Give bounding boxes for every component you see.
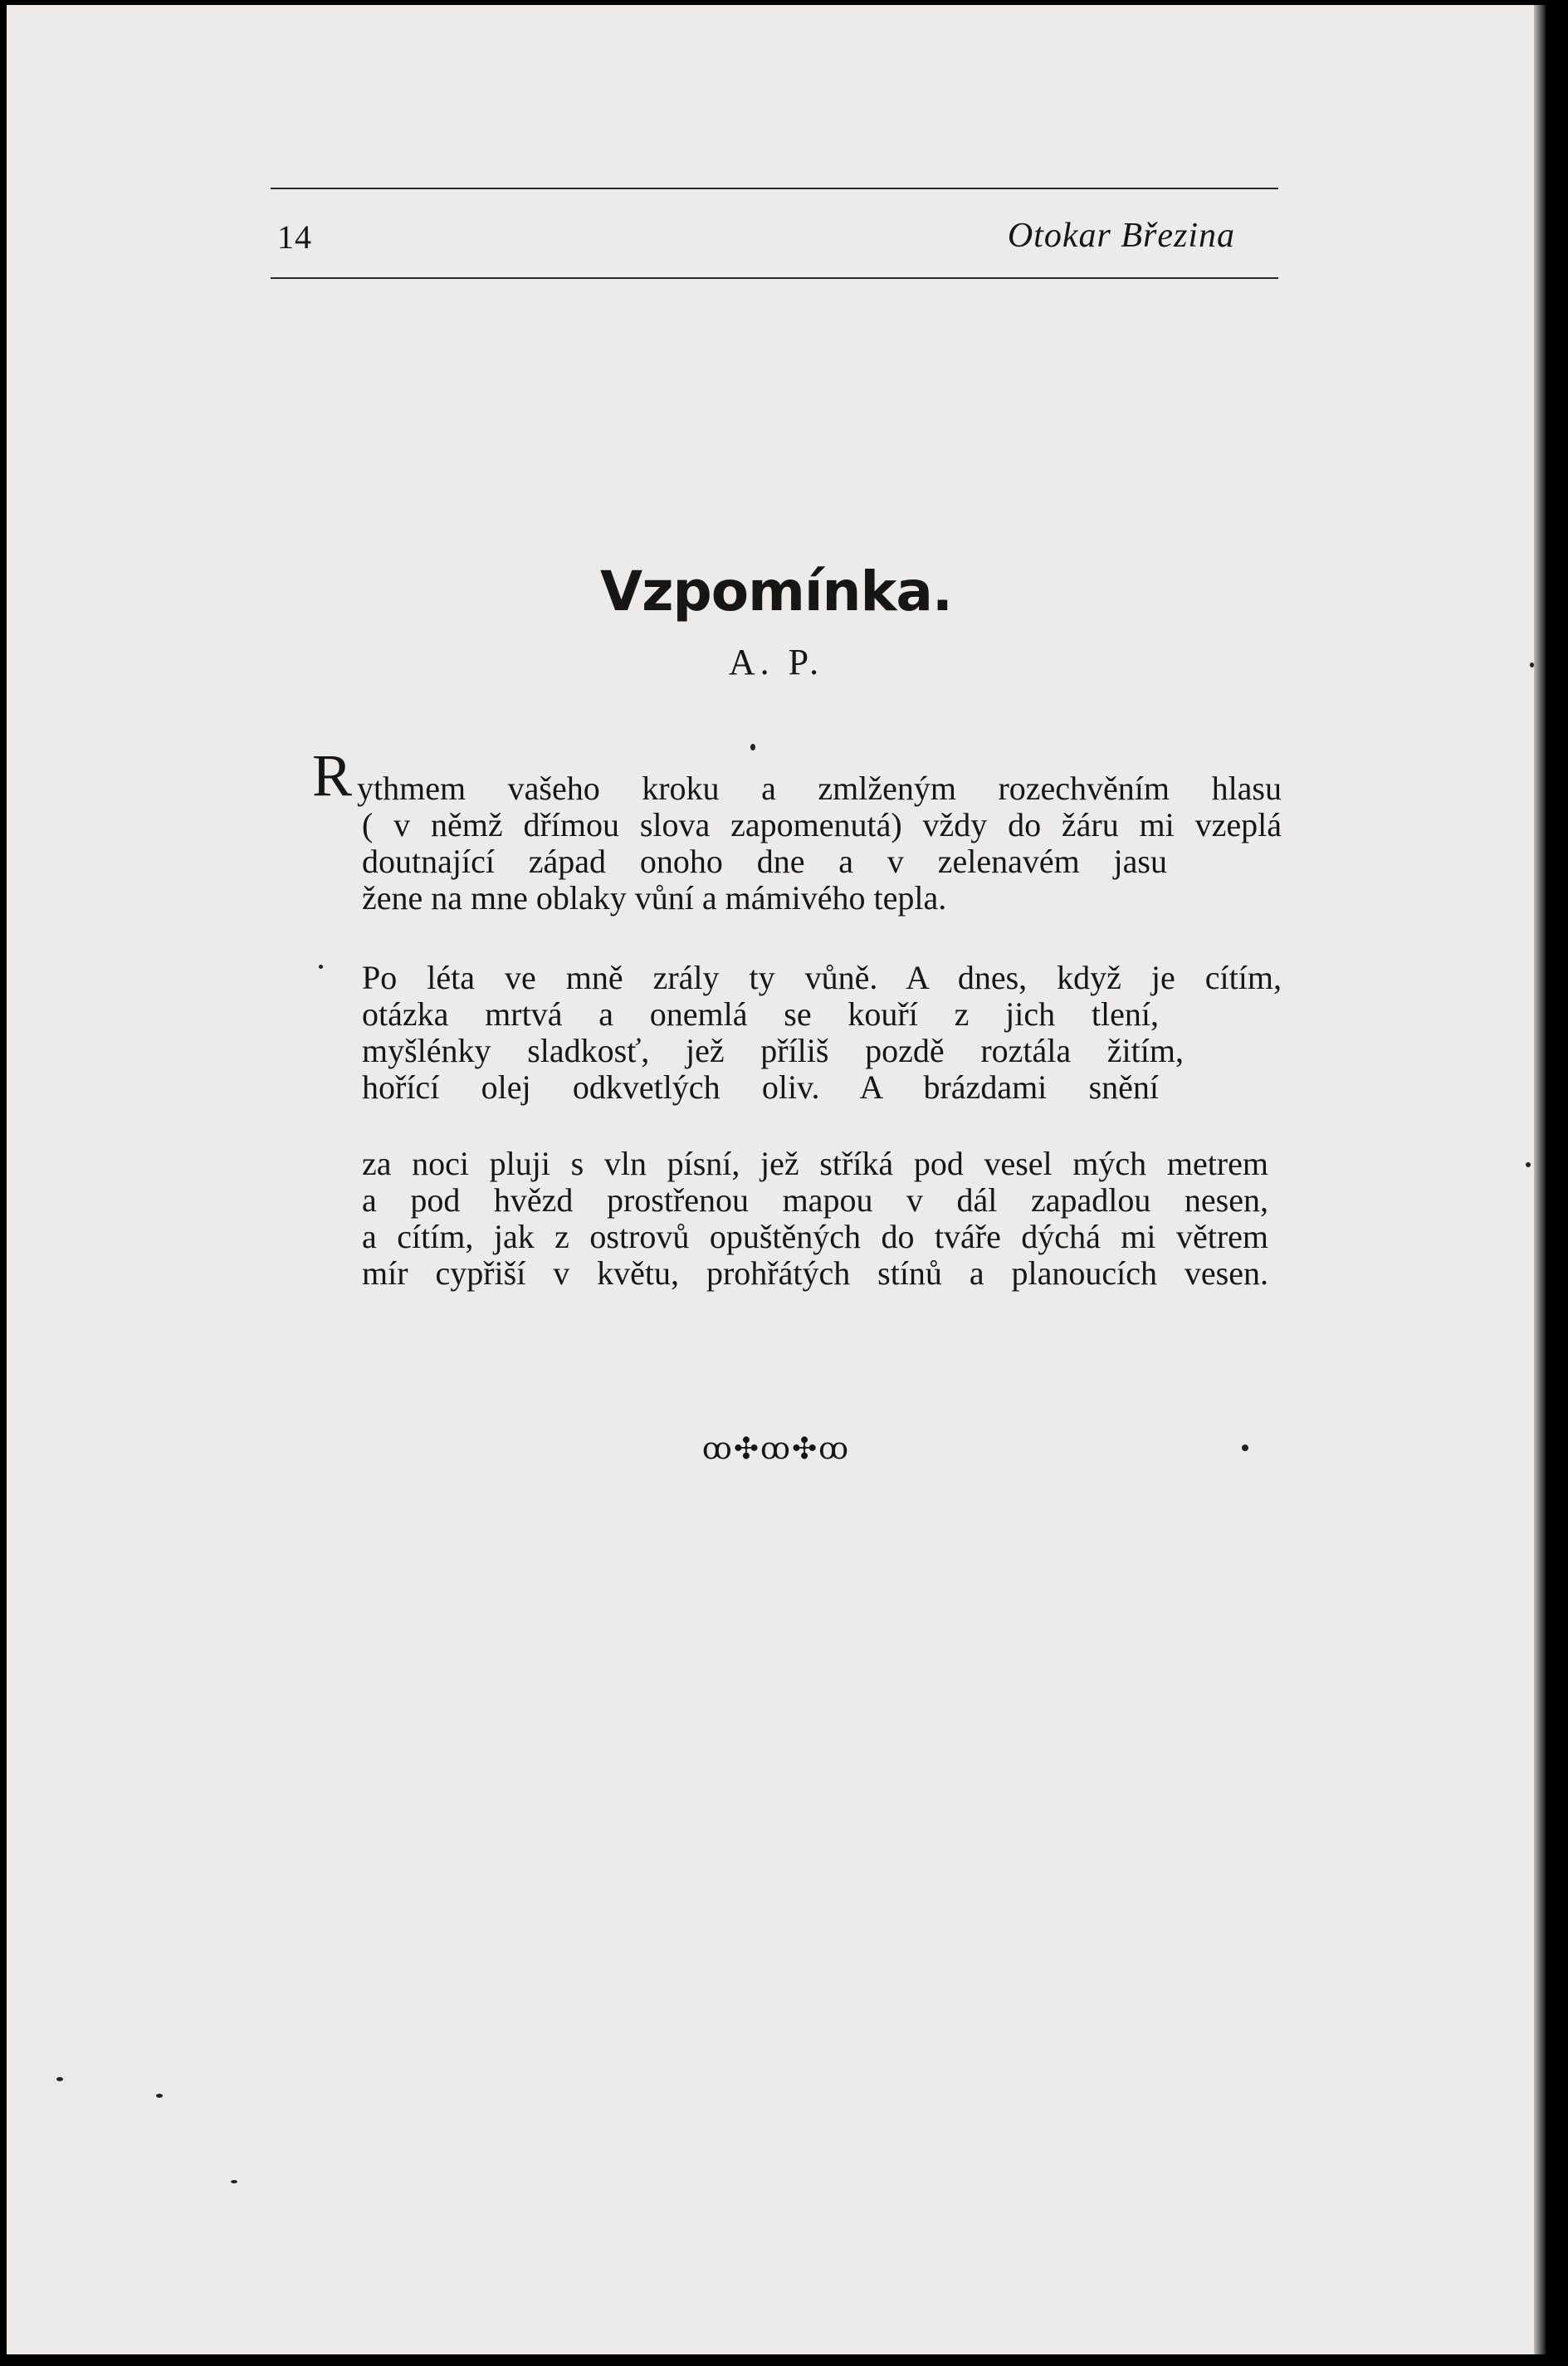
verse-line: doutnající západ onoho dne a v zelenavém jasu <box>362 843 1167 880</box>
verse-line: žene na mne oblaky vůní a mámivého tepla. <box>362 879 947 917</box>
scan-speck <box>231 2180 237 2183</box>
verse-line: mír cypřiší v květu, prohřátých stínů a planoucích vesen. <box>362 1254 1268 1292</box>
book-page <box>7 5 1546 2354</box>
scan-speck <box>1530 662 1534 667</box>
verse-line: a pod hvězd prostřenou mapou v dál zapadlou nesen, <box>362 1181 1268 1219</box>
verse-line: hořící olej odkvetlých oliv. A brázdami snění <box>362 1068 1159 1106</box>
stanza-2 <box>362 960 1282 1106</box>
poem-dedication: A. P. <box>728 642 824 682</box>
verse-line: Po léta ve mně zrály ty vůně. A dnes, když je cítím, <box>362 959 1282 996</box>
verse-line: ythmem vašeho kroku a zmlženým rozechvěním hlasu <box>357 770 1282 807</box>
scan-speck <box>319 965 323 969</box>
verse-line: otázka mrtvá a onemlá se kouří z jich tlení, <box>362 995 1159 1033</box>
running-head: Otokar Březina <box>1007 217 1235 255</box>
scan-speck <box>156 2094 163 2098</box>
page-number: 14 <box>277 218 312 256</box>
verse-line: ( v němž dřímou slova zapomenutá) vždy do žáru mi vzeplá <box>362 806 1282 843</box>
poem-title: Vzpomínka. <box>600 560 952 623</box>
scan-speck <box>56 2077 63 2081</box>
scan-speck <box>1242 1445 1248 1451</box>
initial-letter: R <box>312 742 353 809</box>
scan-speck <box>1526 1162 1531 1167</box>
page-header <box>271 188 1278 279</box>
scan-speck <box>750 744 755 750</box>
stanza-3 <box>362 1146 1282 1292</box>
ornament-divider: ꝏ✣ꝏ✣ꝏ <box>701 1432 851 1465</box>
page-edge <box>1534 5 1546 2354</box>
verse-line: za noci pluji s vln písní, jež stříká pod vesel mých metrem <box>362 1145 1268 1182</box>
stanza-1 <box>357 770 1282 917</box>
verse-line: a cítím, jak z ostrovů opuštěných do tváře dýchá mi větrem <box>362 1218 1268 1255</box>
verse-line: myšlénky sladkosť, jež příliš pozdě roztála žitím, <box>362 1032 1184 1069</box>
